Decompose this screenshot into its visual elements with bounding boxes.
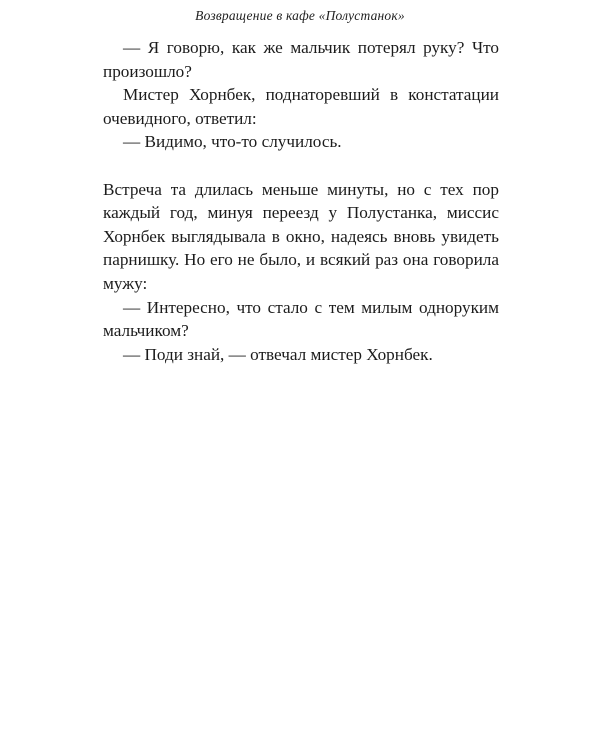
dialogue-paragraph: — Я говорю, как же мальчик потерял руку? Что произошло?: [103, 38, 499, 81]
running-header: Возвращение в кафе «Полустанок»: [195, 8, 405, 23]
narrative-paragraph: Встреча та длилась меньше минуты, но с тех пор каждый год, минуя переезд у Полустанка, миссис Хорнбек выглядывала в окно, надеясь вновь увидеть парнишку. Но его не было, и всякий раз она говорила мужу:: [103, 179, 499, 293]
dialogue-paragraph: — Видимо, что-то случилось.: [123, 132, 342, 152]
narrative-paragraph: Мистер Хорнбек, поднаторевший в констатации очевидного, ответил:: [103, 85, 499, 128]
dialogue-paragraph: — Поди знай, — отвечал мистер Хорнбек.: [123, 344, 433, 364]
section-break: [103, 154, 499, 178]
dialogue-paragraph: — Интересно, что стало с тем милым одноруким мальчиком?: [103, 297, 499, 341]
body-text: [103, 36, 499, 366]
